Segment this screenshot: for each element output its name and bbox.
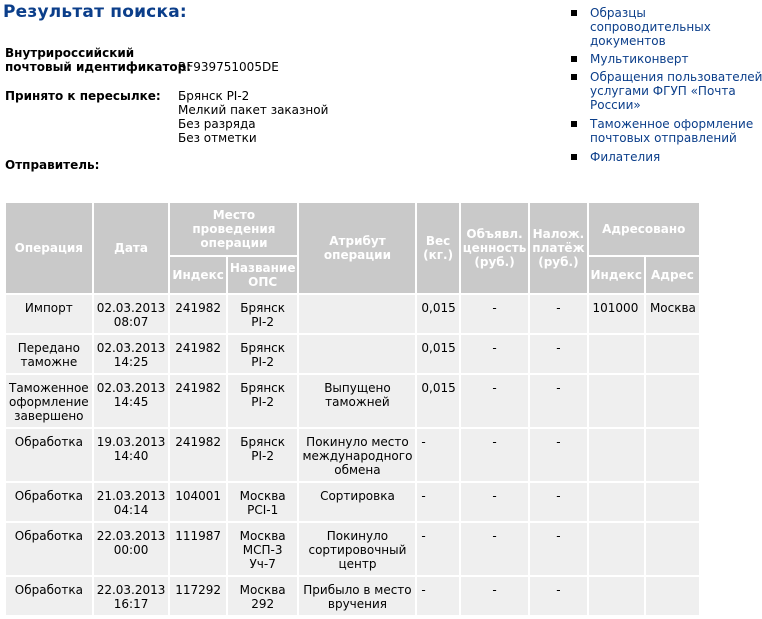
cell-ops-name: Брянск PI-2 [227,374,299,428]
cell-date: 02.03.2013 08:07 [93,294,170,334]
cell-attribute [298,294,416,334]
cell-weight: - [416,522,459,576]
cell-cod: - [529,522,587,576]
sidebar-item-multienvelope[interactable] [570,52,700,66]
cell-date: 02.03.2013 14:25 [93,334,170,374]
cell-operation: Обработка [5,522,93,576]
cell-weight: 0,015 [416,294,459,334]
table-body [5,294,700,616]
header-weight: Вес (кг.) [416,202,459,294]
cell-cod: - [529,374,587,428]
cell-ops-name: Брянск PI-2 [227,334,299,374]
cell-date: 22.03.2013 16:17 [93,576,170,616]
sidebar-link-appeals[interactable] [590,70,762,112]
cell-operation: Передано таможне [5,334,93,374]
header-operation: Операция [5,202,93,294]
page-title: Результат поиска: [3,2,187,22]
cell-addr-address [645,576,700,616]
sidebar-link-samples[interactable] [590,6,711,48]
operations-table [4,201,701,617]
cell-ops-name: Москва 292 [227,576,299,616]
header-ops-name: Название ОПС [227,256,299,294]
cell-weight: - [416,576,459,616]
cell-cod: - [529,334,587,374]
tracking-number: RF939751005DE [178,60,279,74]
accepted-line: Брянск PI-2 [178,89,250,103]
cell-ops-name: Брянск PI-2 [227,428,299,482]
accepted-label: Принято к пересылке: [5,89,161,103]
cell-index: 117292 [169,576,226,616]
link-line: услугами ФГУП «Почта [590,84,736,98]
cell-cod: - [529,576,587,616]
tracking-label [5,46,191,74]
sidebar-item-samples[interactable] [570,6,711,48]
cell-operation: Импорт [5,294,93,334]
cell-attribute [298,334,416,374]
cell-declared-value: - [460,294,530,334]
cell-addr-index [588,374,645,428]
tracking-label-line2: почтовый идентификатор: [5,60,192,74]
link-line: почтовых отправлений [590,131,737,145]
cell-attribute: Выпущено таможней [298,374,416,428]
cell-operation: Обработка [5,482,93,522]
table-row [5,576,700,616]
cell-addr-address [645,428,700,482]
sidebar-item-customs[interactable] [570,117,754,145]
cell-weight: - [416,482,459,522]
cell-cod: - [529,294,587,334]
table-row [5,334,700,374]
cell-addr-index [588,522,645,576]
cell-attribute: Покинуло место международного обмена [298,428,416,482]
header-addr-index: Индекс [588,256,645,294]
cell-index: 111987 [169,522,226,576]
sidebar-item-appeals[interactable] [570,70,762,112]
accepted-details [178,89,328,145]
table-row [5,374,700,428]
cell-addr-address [645,482,700,522]
cell-addr-index [588,334,645,374]
cell-date: 22.03.2013 00:00 [93,522,170,576]
cell-ops-name: Брянск PI-2 [227,294,299,334]
header-addressed: Адресовано [588,202,700,256]
link-line: Таможенное оформление [590,117,754,131]
cell-weight: 0,015 [416,374,459,428]
cell-declared-value: - [460,334,530,374]
header-place: Место проведения операции [169,202,298,256]
cell-ops-name: Москва МСП-3 Уч-7 [227,522,299,576]
sidebar-item-philately[interactable] [570,150,700,164]
bullet-icon [571,74,577,80]
cell-operation: Таможенное оформление завершено [5,374,93,428]
link-line: сопроводительных [590,20,711,34]
cell-addr-index [588,428,645,482]
cell-addr-index [588,482,645,522]
bullet-icon [571,121,577,127]
header-index: Индекс [169,256,226,294]
table-row [5,428,700,482]
header-date: Дата [93,202,170,294]
cell-operation: Обработка [5,576,93,616]
cell-addr-index: 101000 [588,294,645,334]
header-declared-value: Объявл. ценность (руб.) [460,202,530,294]
cell-index: 241982 [169,428,226,482]
cell-addr-index [588,576,645,616]
cell-index: 241982 [169,294,226,334]
cell-date: 21.03.2013 04:14 [93,482,170,522]
table-row [5,522,700,576]
header-cod: Налож. платёж (руб.) [529,202,587,294]
sidebar-link-philately[interactable] [590,150,700,164]
link-line: Образцы [590,6,646,20]
link-line: России» [590,98,641,112]
header-attribute: Атрибут операции [298,202,416,294]
cell-attribute: Сортировка [298,482,416,522]
cell-weight: - [416,428,459,482]
cell-index: 104001 [169,482,226,522]
cell-attribute: Прибыло в место вручения [298,576,416,616]
cell-index: 241982 [169,374,226,428]
bullet-icon [571,56,577,62]
cell-addr-address [645,522,700,576]
cell-attribute: Покинуло сортировочный центр [298,522,416,576]
cell-declared-value: - [460,428,530,482]
link-line: Мультиконверт [590,52,689,66]
table-header-row [5,202,700,256]
cell-addr-address [645,334,700,374]
link-line: Филателия [590,150,661,164]
cell-declared-value: - [460,374,530,428]
cell-date: 02.03.2013 14:45 [93,374,170,428]
cell-ops-name: Москва PCI-1 [227,482,299,522]
accepted-line: Без разряда [178,117,256,131]
bullet-icon [571,10,577,16]
tracking-label-line1: Внутрироссийский [5,46,135,60]
sidebar-links [570,6,762,164]
bullet-icon [571,154,577,160]
cell-date: 19.03.2013 14:40 [93,428,170,482]
cell-index: 241982 [169,334,226,374]
link-line: Обращения пользователей [590,70,762,84]
header-addr-address: Адрес [645,256,700,294]
cell-cod: - [529,428,587,482]
link-line: документов [590,34,666,48]
sender-label: Отправитель: [5,158,100,172]
cell-operation: Обработка [5,428,93,482]
cell-declared-value: - [460,482,530,522]
table-row [5,482,700,522]
cell-cod: - [529,482,587,522]
sidebar-link-multienvelope[interactable] [590,52,700,66]
cell-addr-address [645,374,700,428]
table-row [5,294,700,334]
sidebar-link-customs[interactable] [590,117,754,145]
accepted-line: Мелкий пакет заказной [178,103,329,117]
cell-declared-value: - [460,522,530,576]
accepted-line: Без отметки [178,131,257,145]
cell-declared-value: - [460,576,530,616]
cell-addr-address: Москва [645,294,700,334]
cell-weight: 0,015 [416,334,459,374]
